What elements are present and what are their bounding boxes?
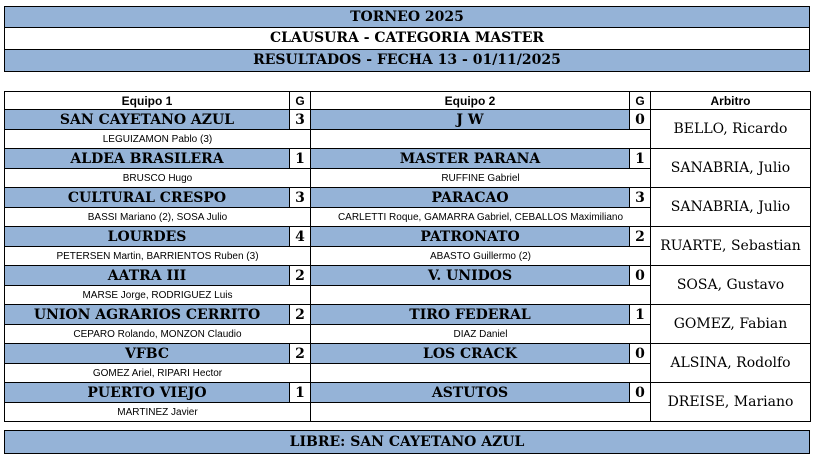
away-team-goals: 1 — [630, 305, 651, 325]
away-team-name: LOS CRACK — [311, 344, 630, 364]
away-team-name: TIRO FEDERAL — [311, 305, 630, 325]
column-header-goals1: G — [290, 92, 311, 110]
away-team-name: V. UNIDOS — [311, 266, 630, 286]
away-team-name: MASTER PARANA — [311, 149, 630, 169]
home-team-goals: 2 — [290, 344, 311, 364]
away-scorers: ABASTO Guillermo (2) — [311, 247, 651, 266]
match-row — [5, 383, 811, 403]
home-team-name: VFBC — [5, 344, 290, 364]
home-team-name: ALDEA BRASILERA — [5, 149, 290, 169]
away-scorers: CARLETTI Roque, GAMARRA Gabriel, CEBALLOS Maximiliano — [311, 208, 651, 227]
home-team-goals: 1 — [290, 383, 311, 403]
away-scorers: DIAZ Daniel — [311, 325, 651, 344]
away-team-goals: 0 — [630, 383, 651, 403]
bye-team-footer: LIBRE: SAN CAYETANO AZUL — [4, 430, 810, 454]
away-team-goals: 1 — [630, 149, 651, 169]
referee-name: SOSA, Gustavo — [651, 266, 811, 305]
away-team-goals: 3 — [630, 188, 651, 208]
away-scorers — [311, 286, 651, 305]
referee-name: BELLO, Ricardo — [651, 110, 811, 149]
home-team-goals: 4 — [290, 227, 311, 247]
match-row — [5, 110, 811, 130]
away-team-goals: 0 — [630, 344, 651, 364]
away-scorers — [311, 403, 651, 422]
home-team-name: PUERTO VIEJO — [5, 383, 290, 403]
match-row — [5, 149, 811, 169]
away-team-name: PATRONATO — [311, 227, 630, 247]
home-scorers: MARSE Jorge, RODRIGUEZ Luis — [5, 286, 311, 305]
home-team-name: AATRA III — [5, 266, 290, 286]
column-header-team1: Equipo 1 — [5, 92, 290, 110]
home-scorers: BRUSCO Hugo — [5, 169, 311, 188]
away-team-name: ASTUTOS — [311, 383, 630, 403]
column-header-team2: Equipo 2 — [311, 92, 630, 110]
referee-name: GOMEZ, Fabian — [651, 305, 811, 344]
home-scorers: PETERSEN Martin, BARRIENTOS Ruben (3) — [5, 247, 311, 266]
home-team-name: UNION AGRARIOS CERRITO — [5, 305, 290, 325]
home-team-name: SAN CAYETANO AZUL — [5, 110, 290, 130]
away-team-goals: 0 — [630, 110, 651, 130]
results-table — [4, 91, 811, 422]
referee-name: DREISE, Mariano — [651, 383, 811, 422]
away-scorers — [311, 364, 651, 383]
category-title: CLAUSURA - CATEGORIA MASTER — [4, 28, 810, 50]
match-row — [5, 305, 811, 325]
column-header-referee: Arbitro — [651, 92, 811, 110]
home-scorers: BASSI Mariano (2), SOSA Julio — [5, 208, 311, 227]
referee-name: ALSINA, Rodolfo — [651, 344, 811, 383]
home-team-goals: 3 — [290, 188, 311, 208]
home-team-name: CULTURAL CRESPO — [5, 188, 290, 208]
match-row — [5, 188, 811, 208]
home-scorers: LEGUIZAMON Pablo (3) — [5, 130, 311, 149]
referee-name: SANABRIA, Julio — [651, 149, 811, 188]
results-title: RESULTADOS - FECHA 13 - 01/11/2025 — [4, 50, 810, 72]
referee-name: RUARTE, Sebastian — [651, 227, 811, 266]
match-row — [5, 344, 811, 364]
match-row — [5, 227, 811, 247]
home-scorers: GOMEZ Ariel, RIPARI Hector — [5, 364, 311, 383]
away-scorers — [311, 130, 651, 149]
away-scorers: RUFFINE Gabriel — [311, 169, 651, 188]
home-team-goals: 3 — [290, 110, 311, 130]
away-team-goals: 2 — [630, 227, 651, 247]
home-scorers: MARTINEZ Javier — [5, 403, 311, 422]
home-team-goals: 2 — [290, 266, 311, 286]
home-team-name: LOURDES — [5, 227, 290, 247]
away-team-goals: 0 — [630, 266, 651, 286]
home-team-goals: 2 — [290, 305, 311, 325]
away-team-name: J W — [311, 110, 630, 130]
column-header-row — [5, 92, 811, 110]
column-header-goals2: G — [630, 92, 651, 110]
referee-name: SANABRIA, Julio — [651, 188, 811, 227]
home-team-goals: 1 — [290, 149, 311, 169]
match-row — [5, 266, 811, 286]
away-team-name: PARACAO — [311, 188, 630, 208]
tournament-title: TORNEO 2025 — [4, 6, 810, 28]
home-scorers: CEPARO Rolando, MONZON Claudio — [5, 325, 311, 344]
